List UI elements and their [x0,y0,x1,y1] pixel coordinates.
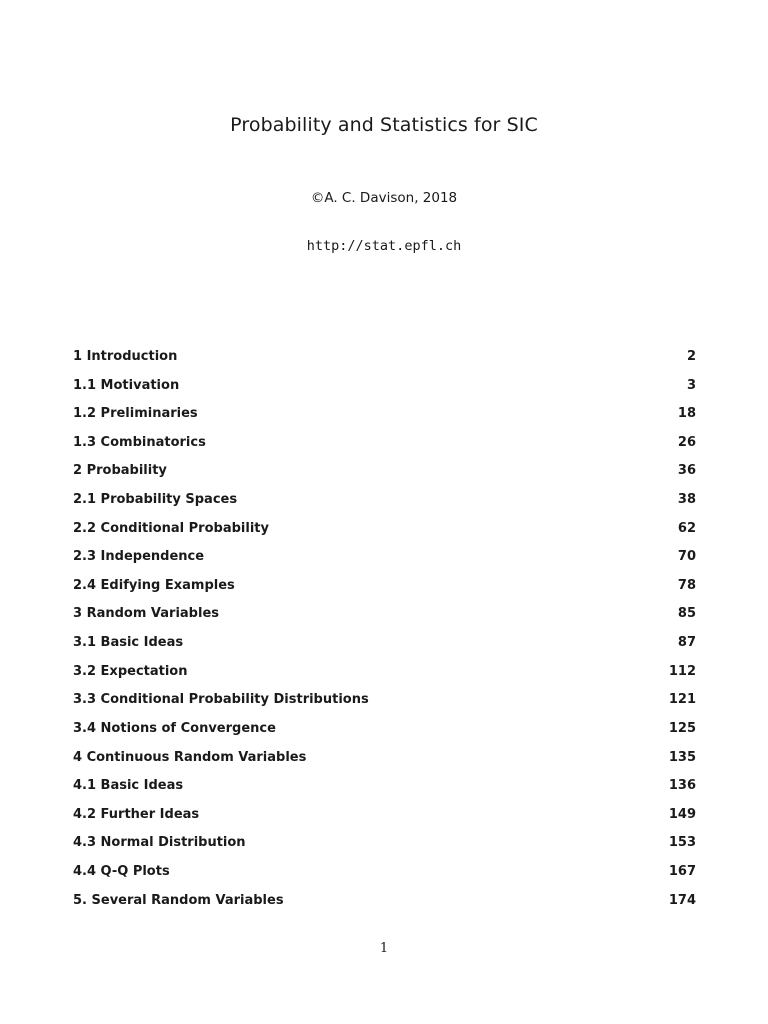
toc-entry-title: 5. Several Random Variables [73,892,284,908]
toc-entry[interactable] [73,432,696,461]
toc-entry[interactable] [73,718,696,747]
toc-entry-title: 4.1 Basic Ideas [73,778,184,794]
toc-entry-title: 4 Continuous Random Variables [73,749,307,765]
toc-entry[interactable] [73,346,696,375]
table-of-contents [73,346,696,918]
toc-entry-title: 4.2 Further Ideas [73,806,200,822]
toc-entry-title: 2.1 Probability Spaces [73,492,238,508]
toc-entry-page: 70 [677,549,696,565]
toc-entry[interactable] [73,403,696,432]
toc-entry-page: 78 [677,577,696,593]
website-url: http://stat.epfl.ch [306,238,462,254]
toc-entry-title: 3.4 Notions of Convergence [73,720,276,736]
toc-entry-title: 1 Introduction [73,349,178,364]
toc-entry[interactable] [73,460,696,489]
toc-entry-title: 4.3 Normal Distribution [73,835,246,851]
toc-entry-title: 3 Random Variables [73,606,219,622]
toc-entry[interactable] [73,747,696,776]
toc-entry[interactable] [73,861,696,890]
toc-entry-title: 3.2 Expectation [73,663,188,679]
toc-entry-page: 38 [677,492,696,508]
page-number: 1 [379,941,389,956]
toc-entry[interactable] [73,575,696,604]
toc-entry[interactable] [73,375,696,404]
toc-entry[interactable] [73,489,696,518]
toc-entry[interactable] [73,832,696,861]
document-title: Probability and Statistics for SIC [230,114,538,136]
toc-entry-page: 136 [668,778,696,794]
toc-entry-page: 174 [668,892,696,908]
toc-entry-title: 2.3 Independence [73,549,205,565]
toc-entry[interactable] [73,689,696,718]
toc-entry-title: 2 Probability [73,463,167,479]
toc-entry-title: 1.2 Preliminaries [73,406,198,422]
toc-entry-page: 18 [677,406,696,422]
toc-entry[interactable] [73,546,696,575]
toc-entry-page: 87 [677,635,696,651]
toc-entry-title: 3.1 Basic Ideas [73,635,184,651]
toc-entry-page: 153 [668,835,696,851]
toc-entry-title: 1.1 Motivation [73,377,180,393]
toc-entry[interactable] [73,661,696,690]
toc-entry-page: 149 [668,806,696,822]
toc-entry-title: 3.3 Conditional Probability Distributions [73,692,369,708]
toc-entry[interactable] [73,518,696,547]
toc-entry-page: 121 [668,692,696,708]
toc-entry-page: 85 [677,606,696,622]
toc-entry[interactable] [73,632,696,661]
toc-entry-page: 26 [677,434,696,450]
toc-entry-page: 2 [686,349,696,364]
toc-entry[interactable] [73,890,696,919]
toc-entry[interactable] [73,775,696,804]
toc-entry-page: 135 [668,749,696,765]
toc-entry-title: 1.3 Combinatorics [73,434,206,450]
toc-entry-title: 4.4 Q-Q Plots [73,863,170,879]
toc-entry-page: 36 [677,463,696,479]
toc-entry-page: 112 [668,663,696,679]
toc-entry-page: 125 [668,720,696,736]
toc-entry[interactable] [73,804,696,833]
toc-entry-page: 62 [677,520,696,536]
toc-entry-title: 2.4 Edifying Examples [73,577,235,593]
toc-entry-title: 2.2 Conditional Probability [73,520,269,536]
toc-entry[interactable] [73,603,696,632]
author-line: ©A. C. Davison, 2018 [310,190,458,206]
toc-entry-page: 167 [668,863,696,879]
toc-entry-page: 3 [686,377,696,393]
